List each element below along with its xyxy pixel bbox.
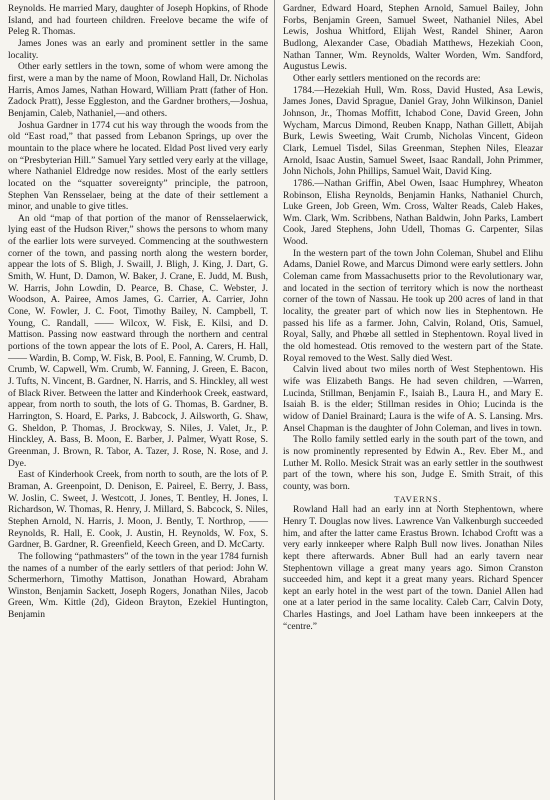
paragraph-taverns: Rowland Hall had an early inn at North Stephentown, where Henry T. Douglas now lives. Lawrence Van Valkenburgh succeeded him, and after the latter came Erastus Brown. Ichabod Croftt was a very early innkeeper where Ralph Bull now lives. Jonathan Niles kept there afterwards. Abner Bull had an early tavern near Stephentown village a great many years ago. Simon Cranston succeeded him, and kept it a great many years. Richard Spencer kept an early hotel in the west part of the town. Daniel Allen had one at a later period in the same locality. Caleb Carr, Calvin Doty, Charles Hastings, and Joel Latham have been innkeepers at the “centre.” [283, 505, 543, 632]
paragraph-james-jones: James Jones was an early and prominent settler in the same locality. [8, 38, 268, 61]
paragraph-records-intro: Other early settlers mentioned on the records are: [293, 73, 481, 84]
section-heading-taverns: TAVERNS. [394, 493, 442, 504]
paragraph-1784: 1784.—Hezekiah Hull, Wm. Ross, David Husted, Asa Lewis, James Jones, David Sprague, Daniel Gray, John Wilkinson, Daniel Johnson, Jr., Thomas Moffitt, Ichabod Cone, David Green, John Wycham, Marcus Dimond, Reuben Knapp, Nathan Gillett, Abijah Burk, Lewis Sweeting, Wait Crumb, Nicholas Vincent, Gideon Clark, Lemuel Tisdel, Silas Greenman, Stephen Niles, Eleazar Arnold, Isaac Austin, Samuel Sweet, Isaac Randall, John Primmer, John Nichols, John Phillips, Samuel Wait, David King. [283, 85, 543, 178]
right-column [283, 4, 543, 633]
paragraph-coleman: In the western part of the town John Coleman, Shubel and Elihu Adams, Daniel Rowe, and Marcus Dimond were early settlers. John Coleman came from Massachusetts prior to the Revolutionary war, and located in the section of territory which is now the northeast corner of the town of Nassau. He took up 200 acres of land in that locality, the greater part of which now lies in Stephentown. He passed his life as a farmer. John, Calvin, Roland, Otis, Samuel, Royal, Sally, and Phœbe all settled in Stephentown. Royal lived in the old homestead. Otis removed to the western part of the State. Royal removed to the West. Sally died West. [283, 248, 543, 364]
paragraph-pathmasters-cont: Gardner, Edward Hoard, Stephen Arnold, Samuel Bailey, John Forbs, Benjamin Green, Samuel Sweet, Nathaniel Niles, Abel Lewis, Joshua Whitford, Elijah West, Randel Shiner, Aaron Budlong, Alexander Case, Obadiah Matthews, Hezekiah Coon, Nathan Tanner, Wm. Reynolds, Walter Worden, Wm. Sandford, Augustus Lewis. [283, 4, 543, 73]
left-column [8, 4, 268, 622]
paragraph-calvin: Calvin lived about two miles north of West Stephentown. His wife was Elizabeth Bangs. He had seven children, —Warren, Lucinda, Stillman, Benjamin F., Isaiah B., Laura H., and Mary E. Isaiah B. is the elder; Stillman resides in Ohio; Lucinda is the widow of Daniel Brainard; Laura is the wife of A. S. Lansing. Mrs. Ansel Chapman is the daughter of John Coleman, and lives in town. [283, 365, 543, 434]
paragraph-kinderhook-east: East of Kinderhook Creek, from north to south, are the lots of P. Braman, A. Greenpoint, D. Denison, E. Paireel, E. Berry, J. Bass, W. Joslin, C. Sweet, J. Westcott, J. Jones, T. Bentley, H. Jones, I. Richardson, W. Thomas, R. Henry, J. Millard, S. Babcock, S. Niles, Stephen Arnold, N. Harris, J. Moon, J. Bently, T. Northrop, —— Reynolds, R. Hall, E. Cook, J. Austin, H. Reynolds, W. Fox, S. Gardner, B. Gardner, R. Greenfield, Keech Green, and D. McCarty. [8, 470, 268, 551]
paragraph-1786: 1786.—Nathan Griffin, Abel Owen, Isaac Humphrey, Wheaton Robinson, Elisha Reynolds, Benjamin Hanks, Nathaniel Church, Luke Green, Job Green, Wm. Cross, Walter Reads, Caleb Hakes, Wm. Clark, Wm. Scribbens, Nathan Baldwin, John Parks, Lambert Cook, Jared Stephens, John Udell, Thomas G. Carpenter, Silas Wood. [283, 178, 543, 248]
paragraph-rollo: The Rollo family settled early in the south part of the town, and is now prominently represented by Edwin A., Rev. Eber M., and Luther M. Rollo. Mesick Strait was an early settler in the southwest part of the town, where his son, Judge E. Smith Strait, of this county, was born. [283, 435, 543, 492]
paragraph-reynolds: Reynolds. He married Mary, daughter of Joseph Hopkins, of Rhode Island, and had fourteen children. Freelove became the wife of Peleg R. Thomas. [8, 4, 268, 38]
paragraph-joshua-gardner: Joshua Gardner in 1774 cut his way through the woods from the old “East road,” that passed from Lebanon Springs, up over the mountain to the place where he located. Eldad Post lived very early on “Presbyterian Hill.” Samuel Yary settled very early at the village, where Nathaniel Eldredge now resides. Most of the early settlers located on the “squatter sovereignty” principle, the patroon, Stephen Van Rensselaer, being at the date of their settlement a minor, and unable to give titles. [8, 120, 268, 213]
paragraph-old-map: An old “map of that portion of the manor of Rensselaerwick, lying east of the Hudson River,” shows the persons to whom many of the earlier lots were surveyed. Commencing at the southwestern corner of the town, and passing north along the western border, appear the lots of S. Bligh, J. Swaill, J. Bligh, J. King, J. Dart, G. Smith, W. Hunt, D. Damon, W. Baker, J. Crane, E. Judd, M. Bush, W. Harris, John Lowdin, D. Pearce, B. Chase, C. Webster, J. Woodson, A. Pairee, Amos James, G. Carrier, A. Carrier, John Cone, W. Fowler, J. C. Foot, Timothy Bailey, N. Campbell, T. Young, C. Randall, —— Wilcox, W. Fisk, E. Kilsi, and D. Mattison. Passing now eastward through the northern and central portions of the town appear the lots of E. Pool, A. Carers, H. Hall, —— Wardin, B. Comp, W. Fisk, B. Pool, E. Fanning, W. Crumb, D. Crumb, W. Capwell, Wm. Crumb, W. Fanning, J. Green, E. Bacon, J. Tufts, N. Vincent, B. Gardner, N. Harris, and S. Hinckley, all west of Black River. Between the latter and Kinderhook Creek, eastward, appear, from north to south, the lots of G. Thomas, B. Gardner, B. Harrington, S. Hoard, E. Parks, J. Babcock, J. Ailsworth, G. Shaw, G. Sheldon, P. Thomas, J. Brockway, S. Niles, J. Valet, Jr., P. Hinckley, A. Bass, B. Moon, E. Barber, J. Palmer, Wyatt Rose, S. Greenman, J. Brown, R. Tabor, A. Tazer, J. Rose, N. Rose, and J. Dye. [8, 213, 268, 469]
paragraph-pathmasters: The following “pathmasters” of the town in the year 1784 furnish the names of a number of the early settlers of that period: John W. Schermerhorn, Timothy Mattison, Jonathan Howard, Abraham Winston, Benjamin Sackett, Joseph Rogers, Jonathan Niles, Jacob Green, Wm. Kittle (2d), Gideon Brayton, Ezekiel Huntington, Benjamin [8, 551, 268, 621]
paragraph-early-settlers: Other early settlers in the town, some of whom were among the first, were a man by the name of Moon, Rowland Hall, Dr. Nicholas Harris, Amos James, Nathan Howard, William Pratt (father of Hon. Zadock Pratt), Jesse Eggleston, and the Gardner brothers,—Joshua, Benjamin, Caleb, Nathaniel,—and others. [8, 62, 268, 119]
column-divider [274, 0, 275, 800]
